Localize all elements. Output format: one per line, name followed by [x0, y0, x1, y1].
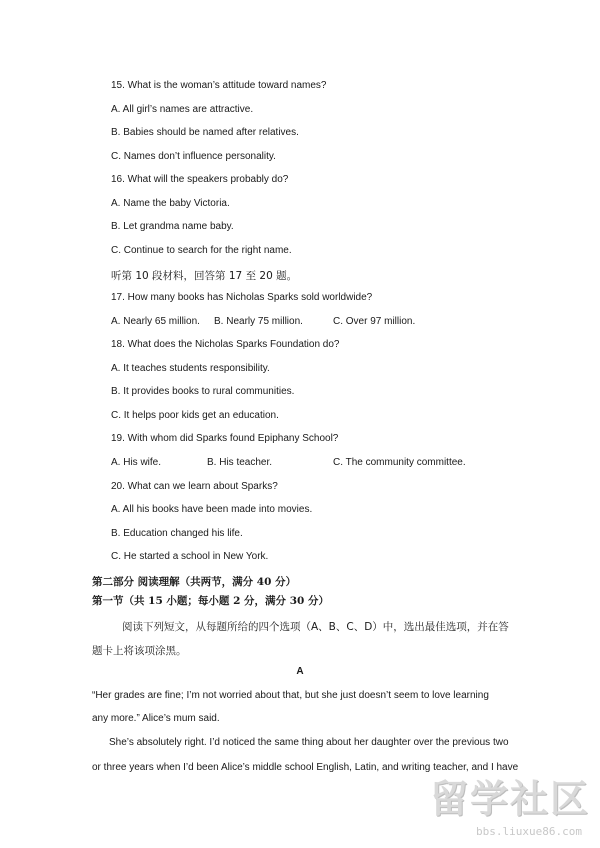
question-20-option-a: A. All his books have been made into movies. — [111, 504, 313, 515]
passage-line-1: “Her grades are fine; I’m not worried about that, but she just doesn’t seem to love learning — [92, 690, 489, 701]
question-17-option-b: B. Nearly 75 million. — [214, 316, 303, 327]
question-20-stem: 20. What can we learn about Sparks? — [111, 481, 278, 492]
section1-heading: 第一节（共 15 小题；每小题 2 分，满分 30 分） — [92, 595, 329, 607]
question-18-option-a: A. It teaches students responsibility. — [111, 363, 270, 374]
question-16-option-b: B. Let grandma name baby. — [111, 221, 234, 232]
listening-instruction: 听第 10 段材料，回答第 17 至 20 题。 — [111, 270, 298, 282]
question-15-option-b: B. Babies should be named after relatives. — [111, 127, 299, 138]
question-18-stem: 18. What does the Nicholas Sparks Foundation do? — [111, 339, 340, 350]
question-19-stem: 19. With whom did Sparks found Epiphany School? — [111, 433, 339, 444]
passage-line-2: any more.” Alice’s mum said. — [92, 713, 220, 724]
question-15-option-c: C. Names don’t influence personality. — [111, 151, 276, 162]
passage-line-3: She’s absolutely right. I’d noticed the same thing about her daughter over the previous two — [109, 737, 509, 748]
question-16-stem: 16. What will the speakers probably do? — [111, 174, 289, 185]
question-15-option-a: A. All girl’s names are attractive. — [111, 104, 254, 115]
passage-label: A — [296, 666, 304, 677]
question-20-option-b: B. Education changed his life. — [111, 528, 243, 539]
question-19-option-c: C. The community committee. — [333, 457, 466, 468]
question-19-option-b: B. His teacher. — [207, 457, 273, 468]
question-17-option-c: C. Over 97 million. — [333, 316, 416, 327]
watermark — [430, 768, 590, 840]
question-17-stem: 17. How many books has Nicholas Sparks sold worldwide? — [111, 292, 373, 303]
question-16-option-a: A. Name the baby Victoria. — [111, 198, 230, 209]
part2-heading: 第二部分 阅读理解（共两节，满分 40 分） — [92, 576, 297, 588]
watermark-url: bbs.liuxue86.com — [476, 825, 582, 838]
reading-instruction-line1: 阅读下列短文，从每题所给的四个选项（A、B、C、D）中，选出最佳选项，并在答 — [122, 621, 509, 633]
question-16-option-c: C. Continue to search for the right name. — [111, 245, 292, 256]
question-18-option-b: B. It provides books to rural communities. — [111, 386, 295, 397]
passage-line-4: or three years when I’d been Alice’s middle school English, Latin, and writing teacher, and I have — [92, 762, 519, 773]
reading-instruction-line2: 题卡上将该项涂黑。 — [92, 645, 187, 657]
question-17-option-a: A. Nearly 65 million. — [111, 316, 200, 327]
question-20-option-c: C. He started a school in New York. — [111, 551, 269, 562]
question-15-stem: 15. What is the woman’s attitude toward names? — [111, 80, 327, 91]
question-19-option-a: A. His wife. — [111, 457, 162, 468]
watermark-logo-text: 留学社区 — [430, 777, 591, 821]
question-18-option-c: C. It helps poor kids get an education. — [111, 410, 279, 421]
